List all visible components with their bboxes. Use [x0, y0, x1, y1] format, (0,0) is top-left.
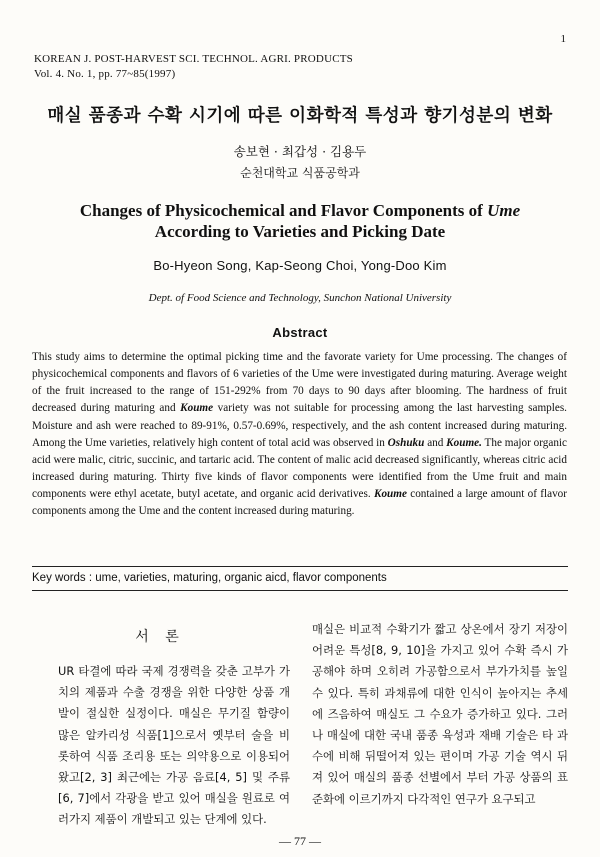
abstract-heading: Abstract: [272, 325, 328, 340]
journal-header: [34, 52, 353, 82]
abstract-koume-3: Koume: [373, 488, 407, 501]
english-authors: Bo-Hyeon Song, Kap-Seong Choi, Yong-Doo Kim: [153, 258, 447, 273]
left-column-paragraph: UR 타결에 따라 국제 경쟁력을 갖춘 고부가 가치의 제품과 수출 경쟁을 위한 다양한 상품 개발이 절실한 실정이다. 매실은 무기질 함량이 많은 알카리성 식품[1]으로서 옛부터 술을 비롯하여 식품 조리용 또는 의약용으로 이용되어 왔고[2, 3] 최근에는 가공 음료[4, 5] 및 주류[6, 7]에서 각광을 받고 있어 매실을 원료로 여러가지 제품이 개발되고 있는 단계에 있다.: [58, 664, 290, 827]
abstract-text-2: variety was not suitable for processing among the last harvesting samples. Moisture and ash were reached to 89-91%, 0.57-0.69%, respectively, and the ash content increased during maturing. Among the Ume varieties, relatively high content of total acid was observed in: [32, 402, 567, 449]
left-column: [58, 661, 290, 831]
korean-title: 매실 품종과 수확 시기에 따른 이화학적 특성과 향기성분의 변화: [47, 106, 553, 126]
right-column-paragraph: 매실은 비교적 수확기가 짧고 상온에서 장기 저장이 어려운 특성[8, 9, 10]을 가지고 있어 수확 즉시 가공해야 하며 오히려 가공함으로서 부가가치를 높일 수 있다. 특히 과채류에 대한 인식이 높아지는 추세에 즈음하여 매실도 그 수요가 증가하고 있다. 그러나 매실에 대한 국내 품종 육성과 재배 기술은 타 과수에 비해 뒤떨어져 있는 편이며 가공 기술 역시 뒤져 있어 매실의 품종 선별에서 부터 가공 상품의 표준화에 이르기까지 다각적인 연구가 요구되고: [312, 622, 568, 806]
korean-authors: 송보현 · 최갑성 · 김용두: [233, 144, 367, 159]
korean-department: 순천대학교 식품공학과: [240, 166, 360, 180]
abstract-text-3: and: [424, 436, 447, 449]
keywords: Key words : ume, varieties, maturing, organic aicd, flavor components: [32, 572, 387, 584]
footer-page-number: — 77 —: [279, 834, 321, 848]
english-department: Dept. of Food Science and Technology, Sunchon National University: [148, 292, 452, 304]
abstract-text-4: The major organic acid were malic, citric, succinic, and tartaric acid. The content of malic acid decreased significantly, whereas citric acid increased during maturing. Thirty five kinds of flavor components were identified from the Ume fruit and main components were ethyl acetate, butyl acetate, and organic acid derivatives.: [32, 436, 567, 501]
english-title: [0, 200, 600, 242]
right-column: [312, 619, 568, 810]
journal-citation: Vol. 4. No. 1, pp. 77~85(1997): [34, 68, 176, 80]
abstract-oshuku: Oshuku: [387, 436, 425, 449]
abstract-text-1: This study aims to determine the optimal picking time and the favorate variety for Ume processing. The changes of physicochemical components and flavors of 6 varieties of the Ume were investigated during maturing. Average weight of the fruit increased to the range of 151-292% from 70 days to 90 days after blooming. The hardness of fruit decreased during maturing and: [32, 351, 567, 415]
page-number: 1: [560, 33, 566, 45]
section-heading-introduction: 서 론: [135, 629, 185, 645]
abstract-koume-1: Koume: [180, 402, 214, 415]
abstract-koume-2: Koume.: [446, 436, 482, 449]
keywords-rule-top: [32, 566, 568, 567]
english-title-italic: Ume: [487, 201, 521, 220]
keywords-rule-bottom: [32, 590, 568, 591]
english-title-part2: According to Varieties and Picking Date: [154, 222, 446, 241]
journal-name: KOREAN J. POST-HARVEST SCI. TECHNOL. AGRI. PRODUCTS: [34, 53, 353, 65]
english-title-part1: Changes of Physicochemical and Flavor Components of: [79, 201, 488, 220]
abstract-text-5: contained a large amount of flavor components among the Ume and the content increased during maturing.: [32, 488, 568, 518]
abstract-body: [32, 349, 567, 521]
